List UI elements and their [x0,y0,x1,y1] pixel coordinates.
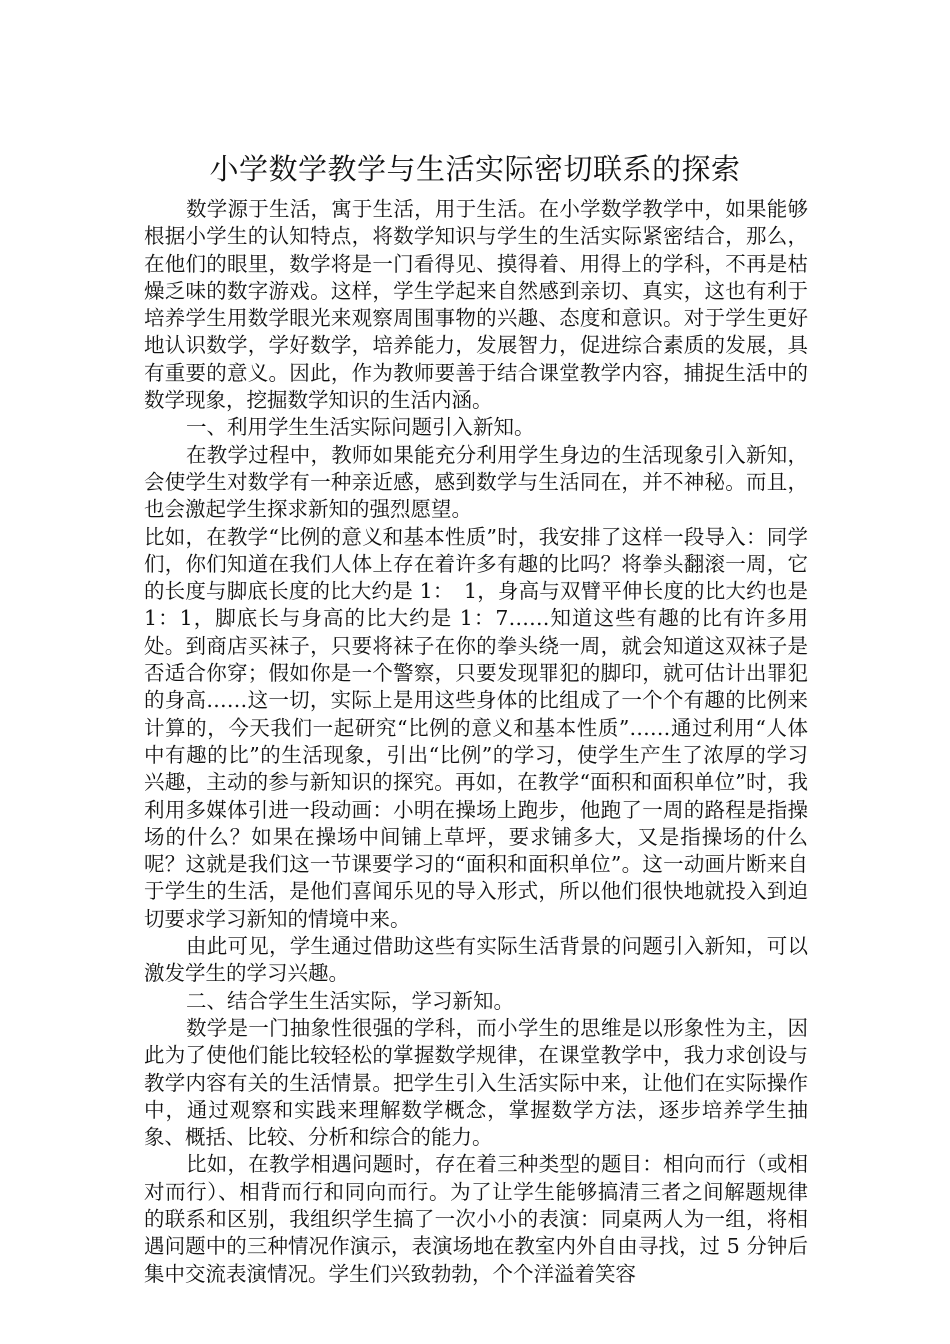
document-title: 小学数学教学与生活实际密切联系的探索 [209,152,741,187]
document-body [144,196,808,1288]
paragraph: 数学源于生活，寓于生活，用于生活。在小学数学教学中，如果能够根据小学生的认知特点，将数学知识与学生的生活实际紧密结合，那么，在他们的眼里，数学将是一门看得见、摸得着、用得上的学科，不再是枯燥乏味的数字游戏。这样，学生学起来自然感到亲切、真实，这也有利于培养学生用数学眼光来观察周围事物的兴趣、态度和意识。对于学生更好地认识数学，学好数学，培养能力，发展智力，促进综合素质的发展，具有重要的意义。因此，作为教师要善于结合课堂教学内容，捕捉生活中的数学现象，挖掘数学知识的生活内涵。 [144,197,808,413]
section-heading: 一、利用学生生活实际问题引入新知。 [186,415,535,440]
paragraph: 比如，在教学“比例的意义和基本性质”时，我安排了这样一段导入：同学们，你们知道在我们人体上存在着许多有趣的比吗？将拳头翻滚一周，它的长度与脚底长度的比大约是 1： 1，身高与双臂平伸长度的比大约也是 1：1，脚底长与身高的比大约是 1：7……知道这些有趣的比有许多用处。到商店买袜子，只要将袜子在你的拳头绕一周，就会知道这双袜子是否适合你穿；假如你是一个警察，只要发现罪犯的脚印，就可估计出罪犯的身高……这一切，实际上是用这些身体的比组成了一个个有趣的比例来计算的，今天我们一起研究“比例的意义和基本性质”……通过利用“人体中有趣的比”的生活现象，引出“比例”的学习，使学生产生了浓厚的学习兴趣，主动的参与新知识的探究。再如，在教学“面积和面积单位”时，我利用多媒体引进一段动画：小明在操场上跑步，他跑了一周的路程是指操场的什么？如果在操场中间铺上草坪，要求铺多大，又是指操场的什么呢？这就是我们这一节课要学习的“面积和面积单位”。这一动画片断来自于学生的生活，是他们喜闻乐见的导入形式，所以他们很快地就投入到迫切要求学习新知的情境中来。 [144,524,808,931]
section-heading: 二、结合学生生活实际，学习新知。 [186,988,514,1013]
paragraph: 由此可见，学生通过借助这些有实际生活背景的问题引入新知，可以激发学生的学习兴趣。 [144,934,808,986]
paragraph: 数学是一门抽象性很强的学科，而小学生的思维是以形象性为主，因此为了使他们能比较轻松的掌握数学规律，在课堂教学中，我力求创设与教学内容有关的生活情景。把学生引入生活实际中来，让他们在实际操作中，通过观察和实践来理解数学概念，掌握数学方法，逐步培养学生抽象、概括、比较、分析和综合的能力。 [144,1015,808,1150]
paragraph: 在教学过程中，教师如果能充分利用学生身边的生活现象引入新知，会使学生对数学有一种亲近感，感到数学与生活同在，并不神秘。而且，也会激起学生探求新知的强烈愿望。 [144,442,808,522]
paragraph: 比如，在教学相遇问题时，存在着三种类型的题目：相向而行（或相对而行）、相背而行和同向而行。为了让学生能够搞清三者之间解题规律的联系和区别，我组织学生搞了一次小小的表演：同桌两人为一组，将相遇问题中的三种情况作演示，表演场地在教室内外自由寻找，过 5 分钟后集中交流表演情况。学生们兴致勃勃，个个洋溢着笑容 [144,1152,808,1286]
